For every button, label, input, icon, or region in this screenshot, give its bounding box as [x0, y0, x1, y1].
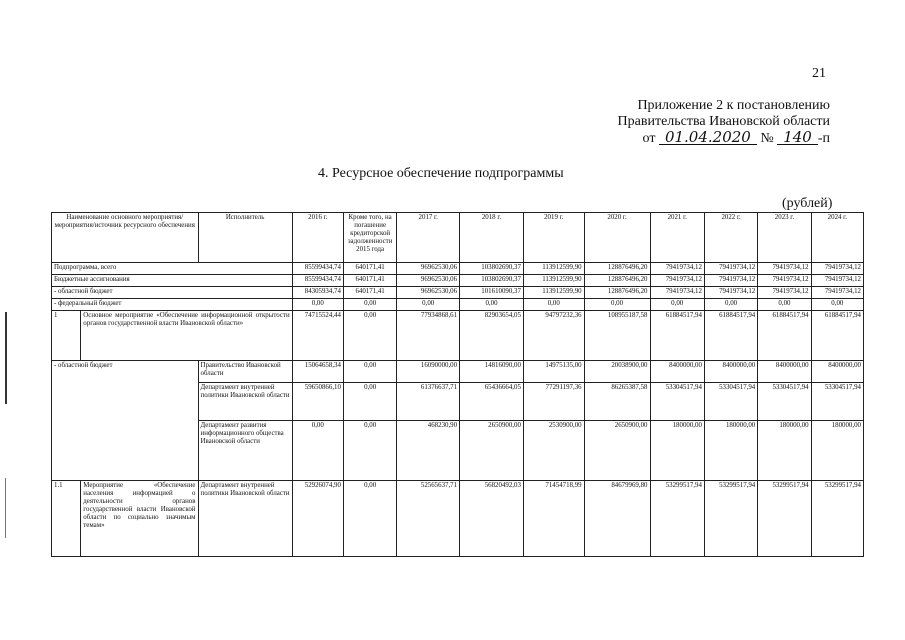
- value-cell: 53304517,94: [758, 383, 811, 421]
- resource-table: [51, 212, 864, 557]
- row-label: - областной бюджет: [52, 287, 293, 299]
- value-cell: 74715524,44: [292, 311, 343, 361]
- appendix-line-3: [618, 130, 830, 147]
- value-cell: 0,00: [343, 361, 396, 383]
- value-cell: 59650866,10: [292, 383, 343, 421]
- value-cell: 128876496,20: [584, 263, 650, 275]
- value-cell: 53299517,94: [704, 481, 757, 557]
- value-cell: 2650900,00: [460, 421, 524, 481]
- value-cell: 640171,41: [343, 263, 396, 275]
- table-row: [52, 361, 864, 383]
- value-cell: 101610090,37: [460, 287, 524, 299]
- value-cell: 53299517,94: [811, 481, 863, 557]
- value-cell: 20038900,00: [584, 361, 650, 383]
- value-cell: 84679969,80: [584, 481, 650, 557]
- value-cell: 0,00: [292, 421, 343, 481]
- header-cell: 2019 г.: [523, 213, 584, 263]
- value-cell: 79419734,12: [811, 263, 863, 275]
- section-heading: 4. Ресурсное обеспечение подпрограммы: [318, 166, 564, 181]
- executor-cell: Департамент развития информационного общества Ивановской области: [198, 421, 292, 481]
- value-cell: 79419734,12: [811, 275, 863, 287]
- value-cell: 79419734,12: [758, 287, 811, 299]
- value-cell: 79419734,12: [811, 287, 863, 299]
- value-cell: 77291197,36: [523, 383, 584, 421]
- number-label: №: [760, 131, 774, 146]
- appendix-line-1: Приложение 2 к постановлению: [637, 98, 830, 113]
- value-cell: 0,00: [650, 299, 704, 311]
- value-cell: 82903654,05: [460, 311, 524, 361]
- resolution-number: 140: [777, 130, 818, 145]
- executor-cell: Правительство Ивановской области: [198, 361, 292, 383]
- value-cell: 56820492,03: [460, 481, 524, 557]
- value-cell: 52926074,90: [292, 481, 343, 557]
- value-cell: 14816090,00: [460, 361, 524, 383]
- event-name: Мероприятие «Обеспечение населения информацией о деятельности органов государственной власти Ивановской области по социально значимым темам»: [81, 481, 198, 557]
- value-cell: 0,00: [584, 299, 650, 311]
- value-cell: 180000,00: [758, 421, 811, 481]
- value-cell: 2530900,00: [523, 421, 584, 481]
- value-cell: 53304517,94: [811, 383, 863, 421]
- row-label: Бюджетные ассигнования: [52, 275, 293, 287]
- value-cell: 85599434,74: [292, 275, 343, 287]
- header-cell: 2022 г.: [704, 213, 757, 263]
- number-suffix: -п: [817, 131, 830, 146]
- value-cell: 0,00: [292, 299, 343, 311]
- header-cell: 2023 г.: [758, 213, 811, 263]
- table-header-row: [52, 213, 864, 263]
- value-cell: 113912599,90: [523, 275, 584, 287]
- value-cell: 53304517,94: [704, 383, 757, 421]
- value-cell: 640171,41: [343, 275, 396, 287]
- value-cell: 0,00: [460, 299, 524, 311]
- table-row: [52, 263, 864, 275]
- value-cell: 79419734,12: [704, 263, 757, 275]
- table-row: [52, 275, 864, 287]
- row-label: - областной бюджет: [52, 361, 199, 481]
- value-cell: 14975135,00: [523, 361, 584, 383]
- value-cell: 8400000,00: [650, 361, 704, 383]
- value-cell: 180000,00: [650, 421, 704, 481]
- value-cell: 79419734,12: [758, 275, 811, 287]
- value-cell: 77934868,61: [397, 311, 460, 361]
- value-cell: 52565637,71: [397, 481, 460, 557]
- row-label: Подпрограмма, всего: [52, 263, 293, 275]
- scan-margin-mark: [5, 312, 7, 404]
- value-cell: 0,00: [704, 299, 757, 311]
- value-cell: 65436664,05: [460, 383, 524, 421]
- appendix-line-2: Правительства Ивановской области: [617, 114, 830, 129]
- value-cell: 103802690,37: [460, 263, 524, 275]
- value-cell: 0,00: [758, 299, 811, 311]
- value-cell: 180000,00: [704, 421, 757, 481]
- executor-cell: Департамент внутренней политики Ивановской области: [198, 481, 292, 557]
- value-cell: 79419734,12: [650, 287, 704, 299]
- value-cell: 8400000,00: [811, 361, 863, 383]
- value-cell: 96962530,06: [397, 263, 460, 275]
- value-cell: 180000,00: [811, 421, 863, 481]
- value-cell: 61884517,94: [811, 311, 863, 361]
- value-cell: 96962530,06: [397, 287, 460, 299]
- header-cell: 2017 г.: [397, 213, 460, 263]
- page-number: 21: [812, 66, 826, 81]
- value-cell: 79419734,12: [650, 263, 704, 275]
- value-cell: 79419734,12: [650, 275, 704, 287]
- event-number: 1: [52, 311, 81, 361]
- value-cell: 128876496,20: [584, 287, 650, 299]
- row-label: - федеральный бюджет: [52, 299, 293, 311]
- header-cell: 2024 г.: [811, 213, 863, 263]
- header-cell: Исполнитель: [198, 213, 292, 263]
- scan-margin-mark: [5, 478, 6, 538]
- value-cell: 61376637,71: [397, 383, 460, 421]
- units-label: (рублей): [782, 196, 833, 211]
- header-cell: 2018 г.: [460, 213, 524, 263]
- event-number: 1.1: [52, 481, 81, 557]
- value-cell: 0,00: [811, 299, 863, 311]
- value-cell: 94797232,36: [523, 311, 584, 361]
- from-label: от: [642, 131, 656, 146]
- value-cell: 16090000,00: [397, 361, 460, 383]
- value-cell: 61884517,94: [758, 311, 811, 361]
- header-cell: Кроме того, на погашение кредиторской задолженности 2015 года: [343, 213, 396, 263]
- value-cell: 0,00: [343, 481, 396, 557]
- table-row: [52, 299, 864, 311]
- value-cell: 86265387,58: [584, 383, 650, 421]
- value-cell: 113912599,90: [523, 287, 584, 299]
- header-cell: 2021 г.: [650, 213, 704, 263]
- value-cell: 79419734,12: [704, 287, 757, 299]
- header-cell: 2020 г.: [584, 213, 650, 263]
- value-cell: 8400000,00: [758, 361, 811, 383]
- value-cell: 113912599,90: [523, 263, 584, 275]
- value-cell: 8400000,00: [704, 361, 757, 383]
- value-cell: 0,00: [523, 299, 584, 311]
- value-cell: 61884517,94: [704, 311, 757, 361]
- value-cell: 53304517,94: [650, 383, 704, 421]
- value-cell: 0,00: [343, 299, 396, 311]
- value-cell: 79419734,12: [758, 263, 811, 275]
- value-cell: 96962530,06: [397, 275, 460, 287]
- value-cell: 468230,90: [397, 421, 460, 481]
- appendix-block: [618, 98, 830, 147]
- table-row: [52, 287, 864, 299]
- table-row: [52, 311, 864, 361]
- header-cell: 2016 г.: [292, 213, 343, 263]
- value-cell: 53299517,94: [650, 481, 704, 557]
- value-cell: 79419734,12: [704, 275, 757, 287]
- value-cell: 108955187,58: [584, 311, 650, 361]
- executor-cell: Департамент внутренней политики Ивановской области: [198, 383, 292, 421]
- value-cell: 61884517,94: [650, 311, 704, 361]
- value-cell: 85599434,74: [292, 263, 343, 275]
- header-cell: Наименование основного мероприятия/мероприятия/источник ресурсного обеспечения: [52, 213, 199, 263]
- value-cell: 53299517,94: [758, 481, 811, 557]
- value-cell: 0,00: [343, 383, 396, 421]
- resolution-date: 01.04.2020: [659, 130, 757, 145]
- value-cell: 2650900,00: [584, 421, 650, 481]
- value-cell: 15064658,34: [292, 361, 343, 383]
- value-cell: 0,00: [343, 421, 396, 481]
- value-cell: 0,00: [397, 299, 460, 311]
- event-name: Основное мероприятие «Обеспечение информационной открытости органов государственной власти Ивановской области»: [81, 311, 292, 361]
- value-cell: 84305934,74: [292, 287, 343, 299]
- value-cell: 640171,41: [343, 287, 396, 299]
- value-cell: 71454718,99: [523, 481, 584, 557]
- value-cell: 103802690,37: [460, 275, 524, 287]
- table-row: [52, 481, 864, 557]
- value-cell: 128876496,20: [584, 275, 650, 287]
- value-cell: 0,00: [343, 311, 396, 361]
